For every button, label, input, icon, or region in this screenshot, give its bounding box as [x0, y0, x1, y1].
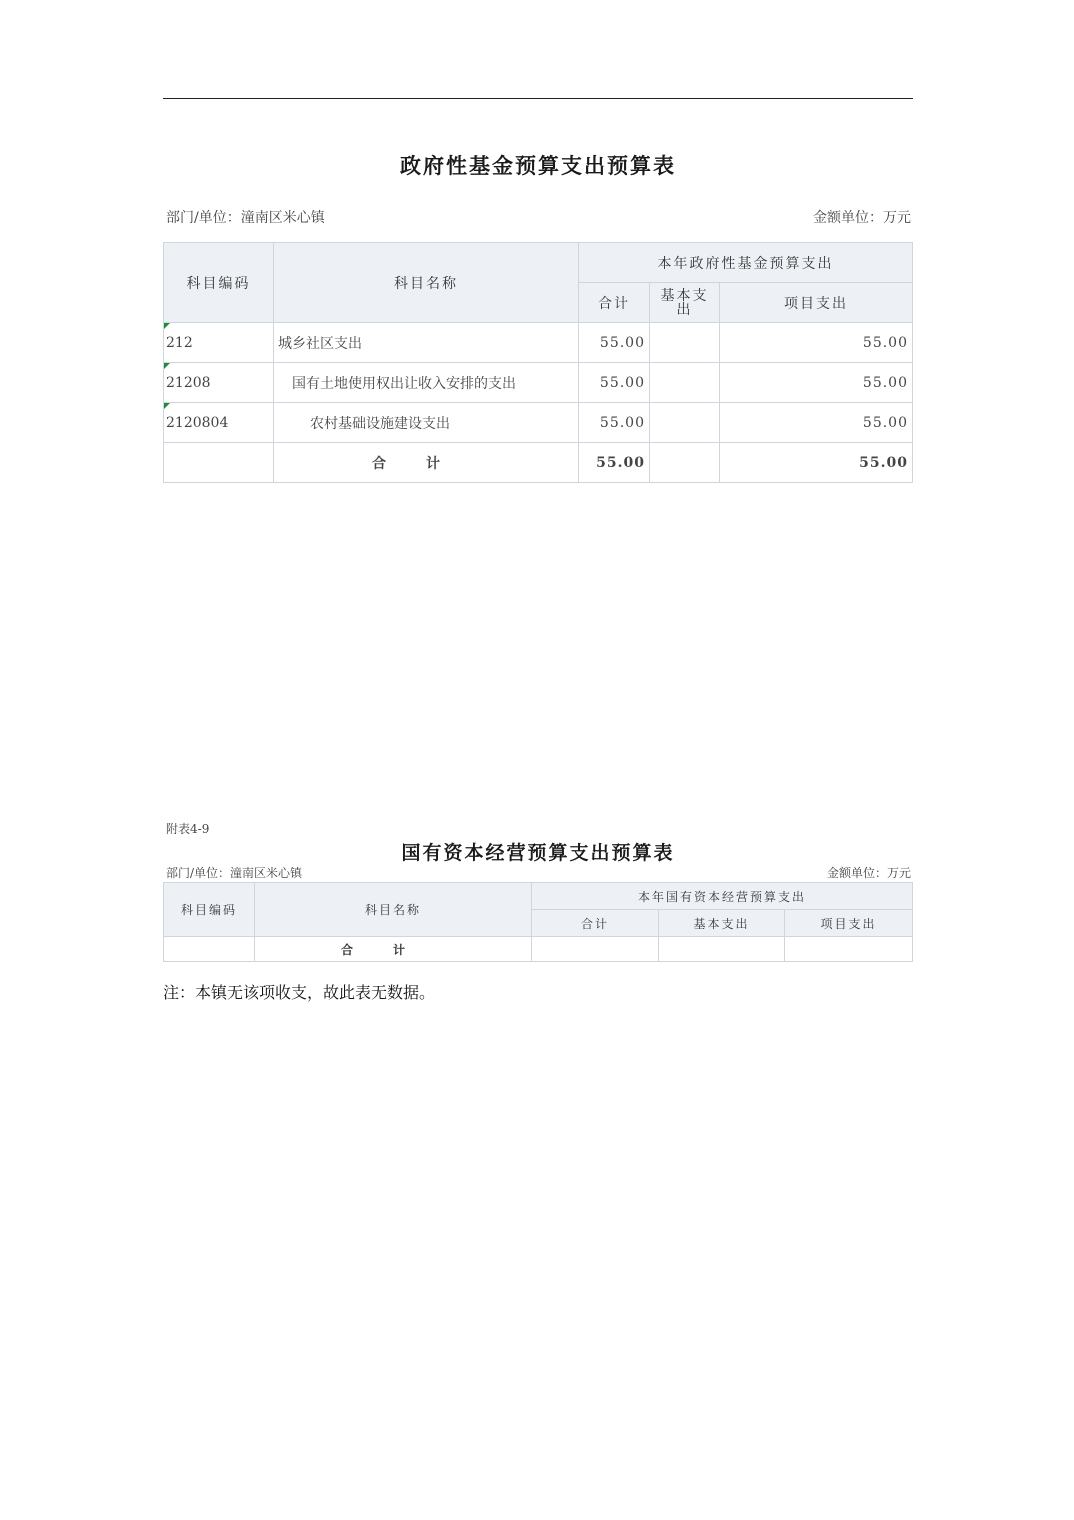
fund-budget-table [163, 242, 913, 483]
header-total: 合计 [532, 910, 659, 937]
table-row [164, 363, 913, 403]
row-total: 55.00 [579, 363, 650, 403]
header-rule [163, 98, 913, 99]
row-name: 城乡社区支出 [274, 323, 579, 363]
row-code: 21208 [164, 363, 274, 403]
header-code: 科目编码 [164, 883, 255, 937]
total-project: 55.00 [720, 443, 913, 483]
header-code: 科目编码 [164, 243, 274, 323]
appendix-label: 附表4-9 [166, 822, 210, 836]
table1-dept-label: 部门/单位：潼南区米心镇 [166, 210, 325, 226]
note-text: 注：本镇无该项收支，故此表无数据。 [163, 983, 436, 1002]
total-label: 合计 [274, 443, 579, 483]
row-code: 212 [164, 323, 274, 363]
header-name: 科目名称 [274, 243, 579, 323]
total-sum [532, 937, 659, 962]
row-project: 55.00 [720, 363, 913, 403]
total-row [164, 443, 913, 483]
total-project [785, 937, 913, 962]
total-code-cell [164, 937, 255, 962]
row-basic [650, 323, 720, 363]
row-total: 55.00 [579, 323, 650, 363]
total-basic [659, 937, 785, 962]
header-group: 本年政府性基金预算支出 [579, 243, 913, 283]
row-name: 农村基础设施建设支出 [274, 403, 579, 443]
table2-dept-label: 部门/单位：潼南区米心镇 [166, 866, 303, 880]
header-group: 本年国有资本经营预算支出 [532, 883, 913, 910]
row-code: 2120804 [164, 403, 274, 443]
table-row [164, 323, 913, 363]
row-name: 国有土地使用权出让收入安排的支出 [274, 363, 579, 403]
header-total: 合计 [579, 283, 650, 323]
row-basic [650, 403, 720, 443]
header-basic: 基本支出 [650, 283, 720, 323]
table1-unit-label: 金额单位：万元 [813, 210, 911, 226]
row-project: 55.00 [720, 403, 913, 443]
row-basic [650, 363, 720, 403]
header-name: 科目名称 [255, 883, 532, 937]
total-code-cell [164, 443, 274, 483]
row-project: 55.00 [720, 323, 913, 363]
row-total: 55.00 [579, 403, 650, 443]
total-label: 合计 [255, 937, 532, 962]
table2-unit-label: 金额单位：万元 [826, 866, 911, 880]
total-basic [650, 443, 720, 483]
header-basic: 基本支出 [659, 910, 785, 937]
total-sum: 55.00 [579, 443, 650, 483]
total-row [164, 937, 913, 962]
table2-title: 国有资本经营预算支出预算表 [401, 842, 675, 864]
table-row [164, 403, 913, 443]
header-project: 项目支出 [785, 910, 913, 937]
state-capital-budget-table [163, 882, 913, 962]
header-project: 项目支出 [720, 283, 913, 323]
table1-title: 政府性基金预算支出预算表 [400, 153, 676, 178]
